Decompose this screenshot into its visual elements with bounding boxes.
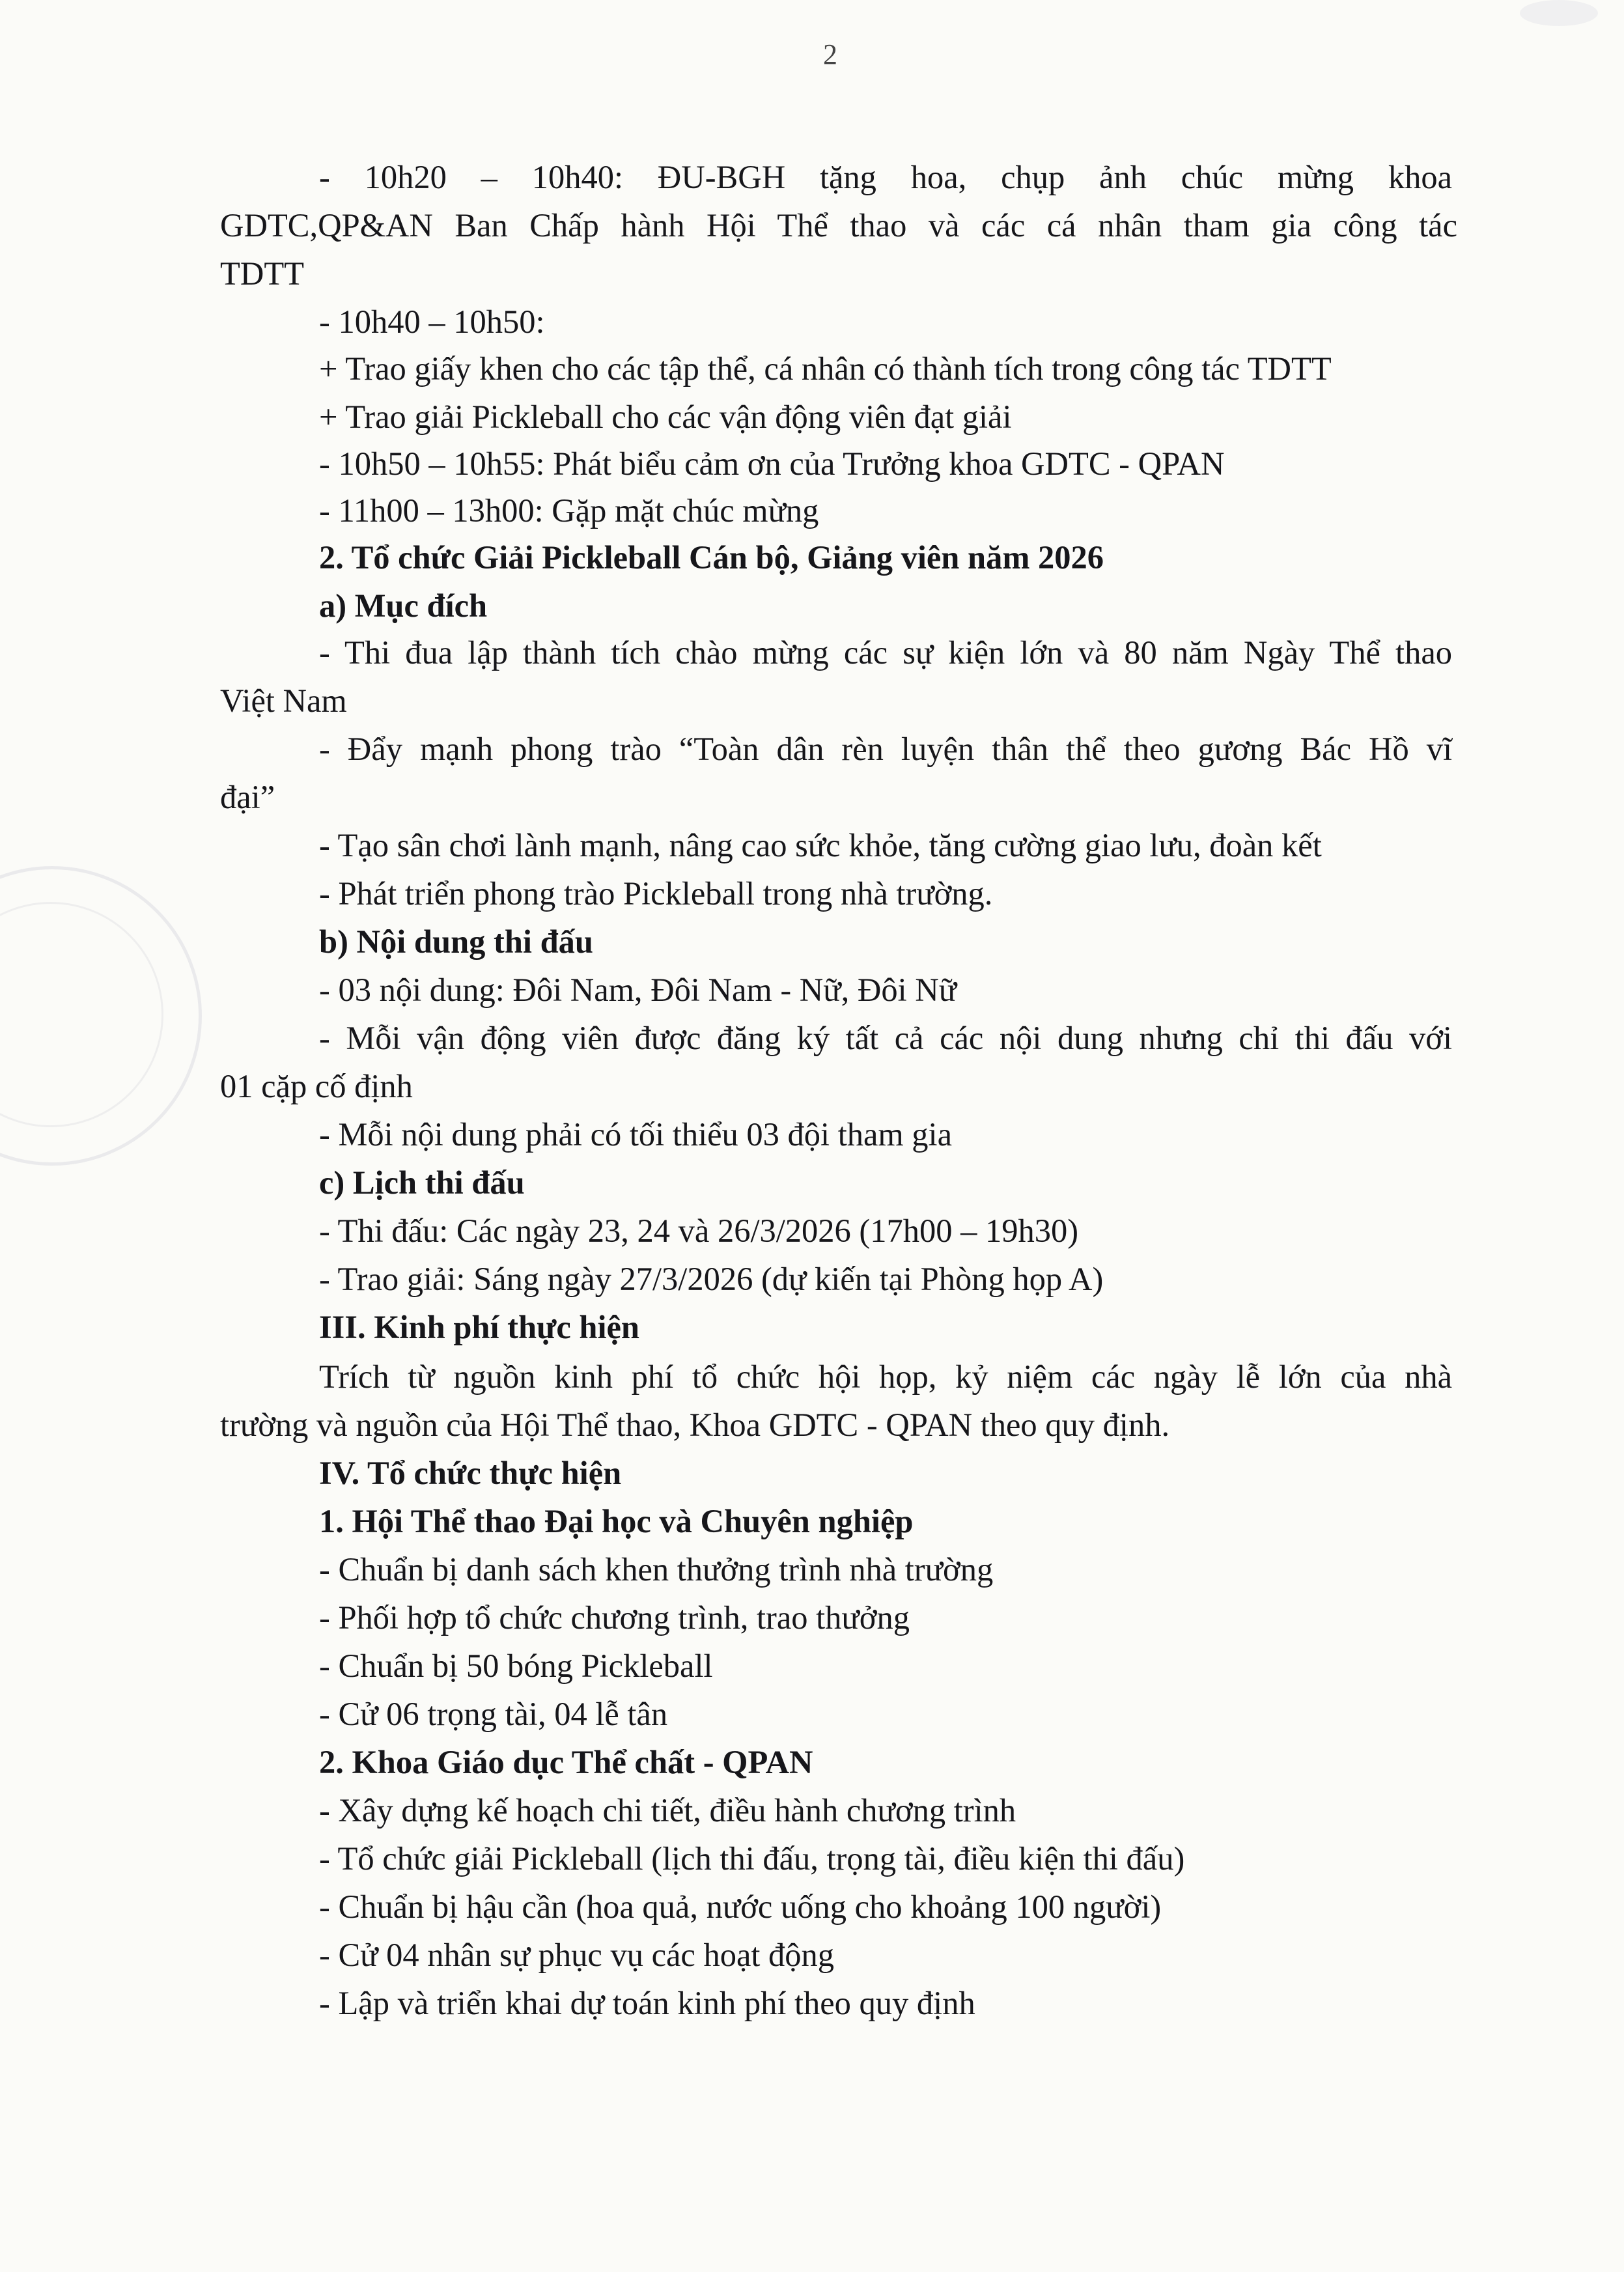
association-task-4: - Cử 06 trọng tài, 04 lễ tân [319,1696,668,1732]
subheading-competition-content: b) Nội dung thi đấu [319,923,594,960]
purpose-item-2-cont: đại” [220,779,275,815]
content-item-2-cont: 01 cặp cố định [220,1068,413,1104]
section-heading-tournament: 2. Tổ chức Giải Pickleball Cán bộ, Giảng viên năm 2026 [319,539,1104,576]
faculty-task-4: - Cử 04 nhân sự phục vụ các hoạt động [319,1937,835,1973]
subheading-purpose: a) Mục đích [319,587,488,624]
association-task-1: - Chuẩn bị danh sách khen thưởng trình nhà trường [319,1551,994,1588]
content-item-2: - Mỗi vận động viên được đăng ký tất cả các nội dung nhưng chỉ thi đấu với [319,1020,1452,1056]
purpose-item-1: - Thi đua lập thành tích chào mừng các sự kiện lớn và 80 năm Ngày Thể thao [319,634,1452,671]
section-heading-budget: III. Kinh phí thực hiện [319,1309,640,1345]
page-number: 2 [823,38,837,70]
subheading-schedule: c) Lịch thi đấu [319,1164,525,1201]
purpose-item-3: - Tạo sân chơi lành mạnh, nâng cao sức khỏe, tăng cường giao lưu, đoàn kết [319,827,1322,863]
agenda-sub-item-certificates: + Trao giấy khen cho các tập thể, cá nhân có thành tích trong công tác TDTT [319,350,1332,387]
subheading-sports-association: 1. Hội Thể thao Đại học và Chuyên nghiệp [319,1503,914,1539]
agenda-item-1040: - 10h40 – 10h50: [319,303,545,340]
agenda-item-1020: - 10h20 – 10h40: ĐU-BGH tặng hoa, chụp ảnh chúc mừng khoa [319,159,1452,195]
agenda-item-1020-cont: GDTC,QP&AN Ban Chấp hành Hội Thể thao và các cá nhân tham gia công tác [220,207,1457,244]
subheading-physical-education-faculty: 2. Khoa Giáo dục Thể chất - QPAN [319,1744,813,1780]
purpose-item-1-cont: Việt Nam [220,682,347,719]
association-task-2: - Phối hợp tổ chức chương trình, trao thưởng [319,1599,910,1636]
budget-paragraph: Trích từ nguồn kinh phí tổ chức hội họp, kỷ niệm các ngày lễ lớn của nhà [319,1358,1452,1395]
faculty-task-3: - Chuẩn bị hậu cần (hoa quả, nước uống cho khoảng 100 người) [319,1888,1162,1925]
agenda-item-1100: - 11h00 – 13h00: Gặp mặt chúc mừng [319,492,819,529]
agenda-item-1020-cont2: TDTT [220,255,305,292]
agenda-sub-item-awards: + Trao giải Pickleball cho các vận động viên đạt giải [319,399,1012,435]
content-item-3: - Mỗi nội dung phải có tối thiểu 03 đội tham gia [319,1116,953,1153]
purpose-item-4: - Phát triển phong trào Pickleball trong nhà trường. [319,875,993,912]
faculty-task-5: - Lập và triển khai dự toán kinh phí theo quy định [319,1985,975,2021]
faculty-task-1: - Xây dựng kế hoạch chi tiết, điều hành chương trình [319,1792,1016,1829]
agenda-item-1050: - 10h50 – 10h55: Phát biểu cảm ơn của Trưởng khoa GDTC - QPAN [319,445,1225,482]
content-item-1: - 03 nội dung: Đôi Nam, Đôi Nam - Nữ, Đôi Nữ [319,972,957,1008]
purpose-item-2: - Đẩy mạnh phong trào “Toàn dân rèn luyện thân thể theo gương Bác Hồ vĩ [319,731,1452,767]
schedule-item-1: - Thi đấu: Các ngày 23, 24 và 26/3/2026 (17h00 – 19h30) [319,1213,1079,1249]
scan-smudge [1520,0,1598,26]
association-task-3: - Chuẩn bị 50 bóng Pickleball [319,1648,713,1684]
budget-paragraph-cont: trường và nguồn của Hội Thể thao, Khoa GDTC - QPAN theo quy định. [220,1407,1170,1443]
section-heading-implementation: IV. Tổ chức thực hiện [319,1455,622,1491]
schedule-item-2: - Trao giải: Sáng ngày 27/3/2026 (dự kiến tại Phòng họp A) [319,1261,1104,1297]
faculty-task-2: - Tổ chức giải Pickleball (lịch thi đấu, trọng tài, điều kiện thi đấu) [319,1840,1185,1877]
